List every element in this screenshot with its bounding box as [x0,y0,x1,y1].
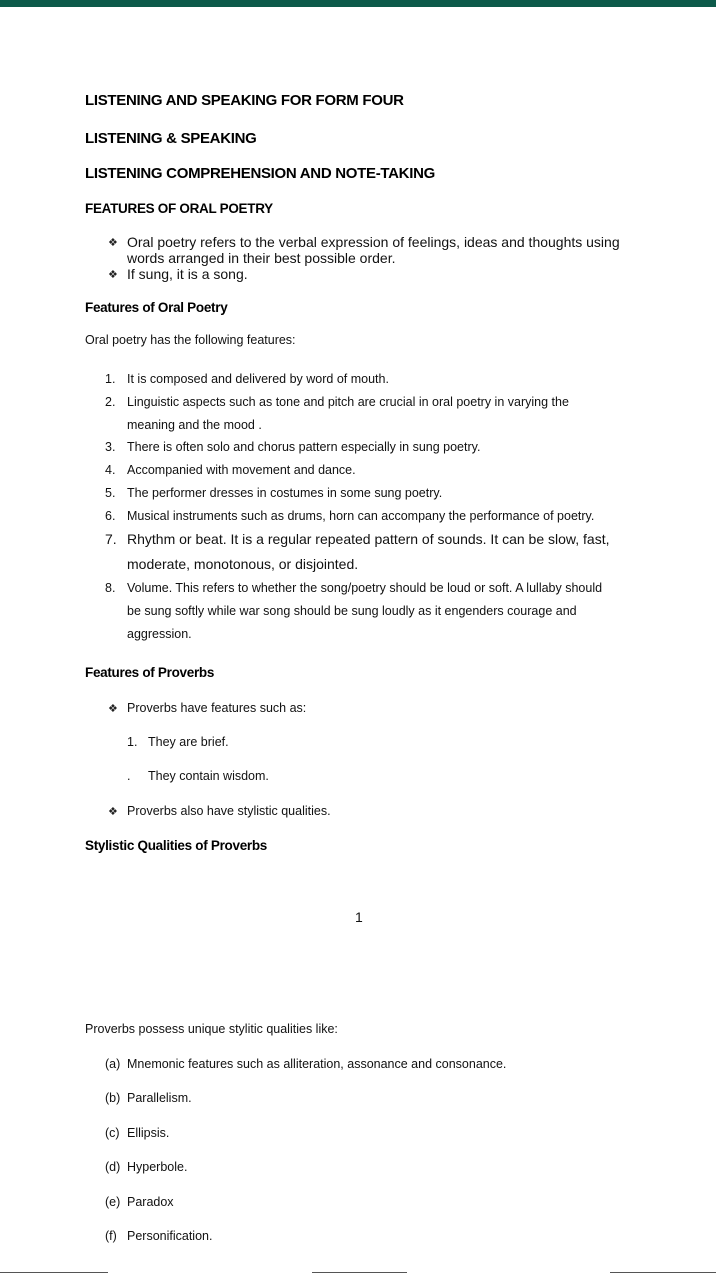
list-item-text: be sung softly while war song should be sung loudly as it engenders courage and [127,604,577,618]
heading-features-oral-poetry: FEATURES OF ORAL POETRY [85,201,273,216]
list-item-text: Accompanied with movement and dance. [127,463,356,477]
document-title: LISTENING AND SPEAKING FOR FORM FOUR [85,92,404,109]
stylistic-item: Mnemonic features such as alliteration, assonance and consonance. [127,1057,507,1071]
list-item-text: Rhythm or beat. It is a regular repeated pattern of sounds. It can be slow, fast, [127,531,610,547]
list-number: 5. [105,486,116,500]
oral-bullet-line-2: words arranged in their best possible order. [127,250,396,266]
list-number: 8. [105,581,116,595]
list-number: 7. [105,531,117,547]
bottom-divider [0,1272,108,1273]
diamond-bullet-icon: ❖ [108,269,118,281]
stylistic-intro: Proverbs possess unique stylitic qualities like: [85,1022,338,1036]
stylistic-label: (f) [105,1229,117,1243]
oral-bullet-line-1: Oral poetry refers to the verbal expression of feelings, ideas and thoughts using [127,234,620,250]
top-bar [0,0,716,7]
stylistic-item: Parallelism. [127,1091,192,1105]
list-item-text: The performer dresses in costumes in some sung poetry. [127,486,443,500]
stylistic-item: Ellipsis. [127,1126,170,1140]
proverbs-sub-item: They are brief. [148,735,229,749]
list-item-text: aggression. [127,627,192,641]
diamond-bullet-icon: ❖ [108,237,118,249]
stylistic-item: Hyperbole. [127,1160,188,1174]
heading-features-of-proverbs: Features of Proverbs [85,665,215,680]
stylistic-label: (d) [105,1160,121,1174]
list-number: 6. [105,509,116,523]
heading-listening-speaking: LISTENING & SPEAKING [85,130,257,147]
proverbs-bullet-1: Proverbs have features such as: [127,701,307,715]
heading-listening-comprehension: LISTENING COMPREHENSION AND NOTE-TAKING [85,165,435,182]
list-number: 4. [105,463,116,477]
list-item-text: Volume. This refers to whether the song/poetry should be loud or soft. A lullaby should [127,581,603,595]
bottom-divider [312,1272,407,1273]
page-number: 1 [355,909,363,925]
proverbs-sub-number: . [127,769,131,783]
bottom-divider [610,1272,716,1273]
list-item-text: moderate, monotonous, or disjointed. [127,556,359,572]
diamond-bullet-icon: ❖ [108,703,118,715]
list-item-text: Linguistic aspects such as tone and pitch are crucial in oral poetry in varying the [127,395,569,409]
proverbs-sub-item: They contain wisdom. [148,769,269,783]
list-number: 3. [105,440,116,454]
features-intro: Oral poetry has the following features: [85,333,296,347]
list-item-text: It is composed and delivered by word of mouth. [127,372,389,386]
stylistic-item: Personification. [127,1229,213,1243]
stylistic-label: (e) [105,1195,121,1209]
oral-bullet-line-3: If sung, it is a song. [127,266,248,282]
proverbs-bullet-2: Proverbs also have stylistic qualities. [127,804,331,818]
stylistic-label: (b) [105,1091,121,1105]
list-item-text: meaning and the mood . [127,418,262,432]
proverbs-sub-number: 1. [127,735,138,749]
list-item-text: Musical instruments such as drums, horn can accompany the performance of poetry. [127,509,595,523]
heading-features-of-oral-poetry: Features of Oral Poetry [85,300,228,315]
diamond-bullet-icon: ❖ [108,806,118,818]
stylistic-label: (c) [105,1126,120,1140]
list-number: 1. [105,372,116,386]
heading-stylistic-qualities: Stylistic Qualities of Proverbs [85,838,268,853]
list-number: 2. [105,395,116,409]
stylistic-label: (a) [105,1057,121,1071]
stylistic-item: Paradox [127,1195,174,1209]
list-item-text: There is often solo and chorus pattern especially in sung poetry. [127,440,481,454]
